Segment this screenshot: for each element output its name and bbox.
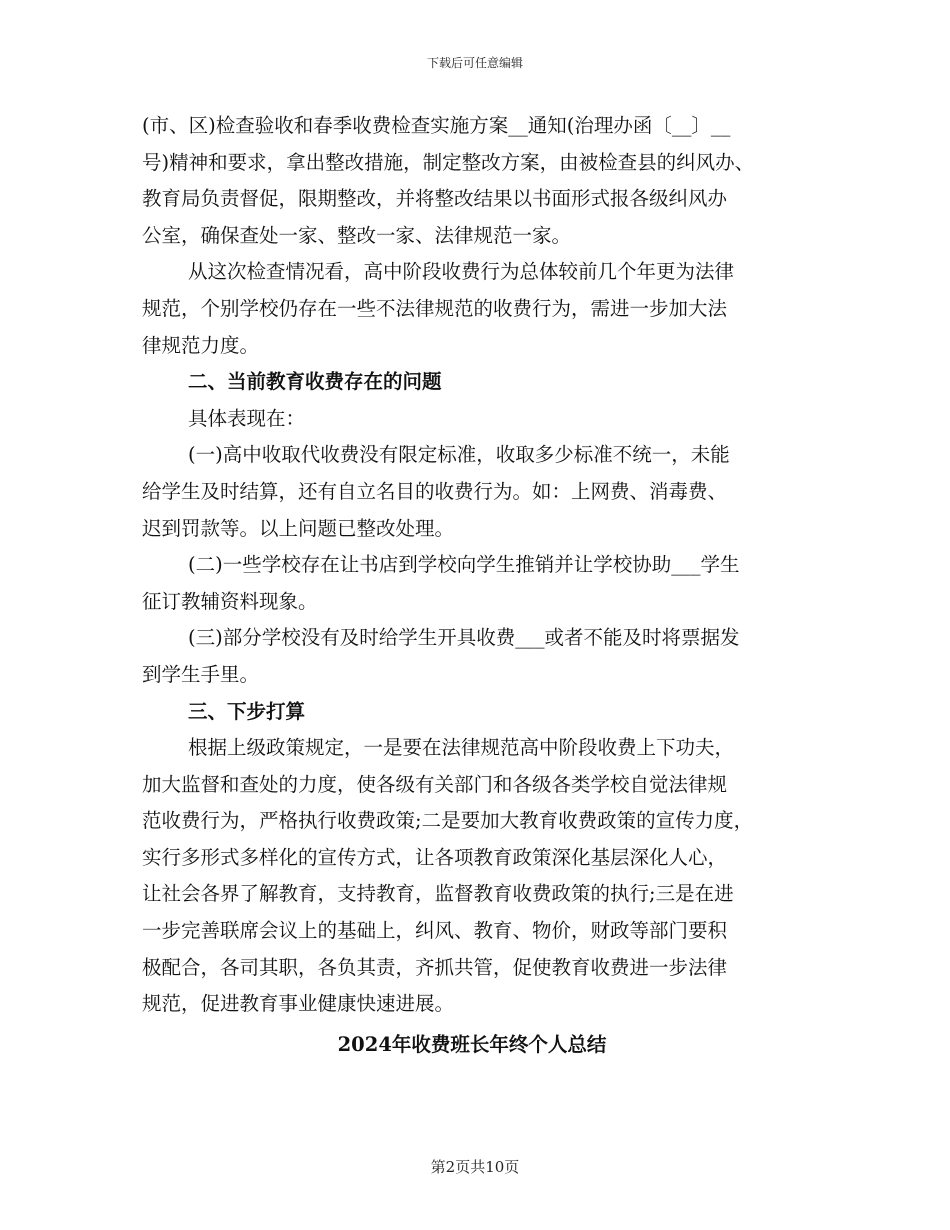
text-line: 从这次检查情况看，高中阶段收费行为总体较前几个年更为法律 <box>188 260 735 284</box>
text-line: 实行多形式多样化的宣传方式，让各项教育政策深化基层深化人心， <box>142 845 728 869</box>
document-body <box>142 108 822 1063</box>
text-line: 公室，确保查处一家、整改一家、法律规范一家。 <box>142 223 572 247</box>
text-line: 规范，个别学校仍存在一些不法律规范的收费行为，需进一步加大法 <box>142 296 728 320</box>
document-title: 2024年收费班长年终个人总结 <box>337 1032 607 1056</box>
text-line: (三)部分学校没有及时给学生开具收费___或者不能及时将票据发 <box>188 626 740 650</box>
text-line: 教育局负责督促，限期整改，并将整改结果以书面形式报各级纠风办 <box>142 187 728 211</box>
paragraph <box>142 401 822 438</box>
text-line: 加大监督和查处的力度，使各级有关部门和各级各类学校自觉法律规 <box>142 772 728 796</box>
text-line: 律规范力度。 <box>142 333 260 357</box>
paragraph <box>142 547 822 620</box>
text-line: 让社会各界了解教育，支持教育，监督教育收费政策的执行;三是在进 <box>142 882 734 906</box>
text-line: 极配合，各司其职，各负其责，齐抓共管，促使教育收费进一步法律 <box>142 955 728 979</box>
text-line: (二)一些学校存在让书店到学校向学生推销并让学校协助___学生 <box>188 553 740 577</box>
paragraph <box>142 730 822 1023</box>
page-header: 下载后可任意编辑 <box>426 56 523 70</box>
page-footer: 第2页共10页 <box>430 1158 520 1176</box>
text-line: 范收费行为，严格执行收费政策;二是要加大教育收费政策的宣传力度， <box>142 809 754 833</box>
text-line: 迟到罚款等。以上问题已整改处理。 <box>142 516 455 540</box>
text-line: 一步完善联席会议上的基础上，纠风、教育、物价，财政等部门要积 <box>142 919 728 943</box>
text-line: 到学生手里。 <box>142 662 260 686</box>
paragraph <box>142 254 822 364</box>
paragraph <box>142 437 822 547</box>
text-line: 给学生及时结算，还有自立名目的收费行为。如：上网费、消毒费、 <box>142 479 728 503</box>
text-line: (一)高中收取代收费没有限定标准，收取多少标准不统一，未能 <box>188 443 730 467</box>
text-line: 号)精神和要求，拿出整改措施，制定整改方案，由被检查县的纠风办、 <box>142 150 755 174</box>
text-line: 三、下步打算 <box>188 699 306 723</box>
section-heading <box>142 694 822 731</box>
paragraph <box>142 108 822 254</box>
text-line: (市、区)检查验收和春季收费检查实施方案__通知(治理办函〔__〕__ <box>142 114 731 137</box>
text-line: 二、当前教育收费存在的问题 <box>188 370 442 394</box>
text-line: 具体表现在： <box>188 406 306 430</box>
paragraph <box>142 620 822 693</box>
text-line: 征订教辅资料现象。 <box>142 589 318 613</box>
text-line: 根据上级政策规定，一是要在法律规范高中阶段收费上下功夫， <box>188 736 735 760</box>
text-line: 规范，促进教育事业健康快速进展。 <box>142 992 455 1016</box>
section-heading <box>142 364 822 401</box>
